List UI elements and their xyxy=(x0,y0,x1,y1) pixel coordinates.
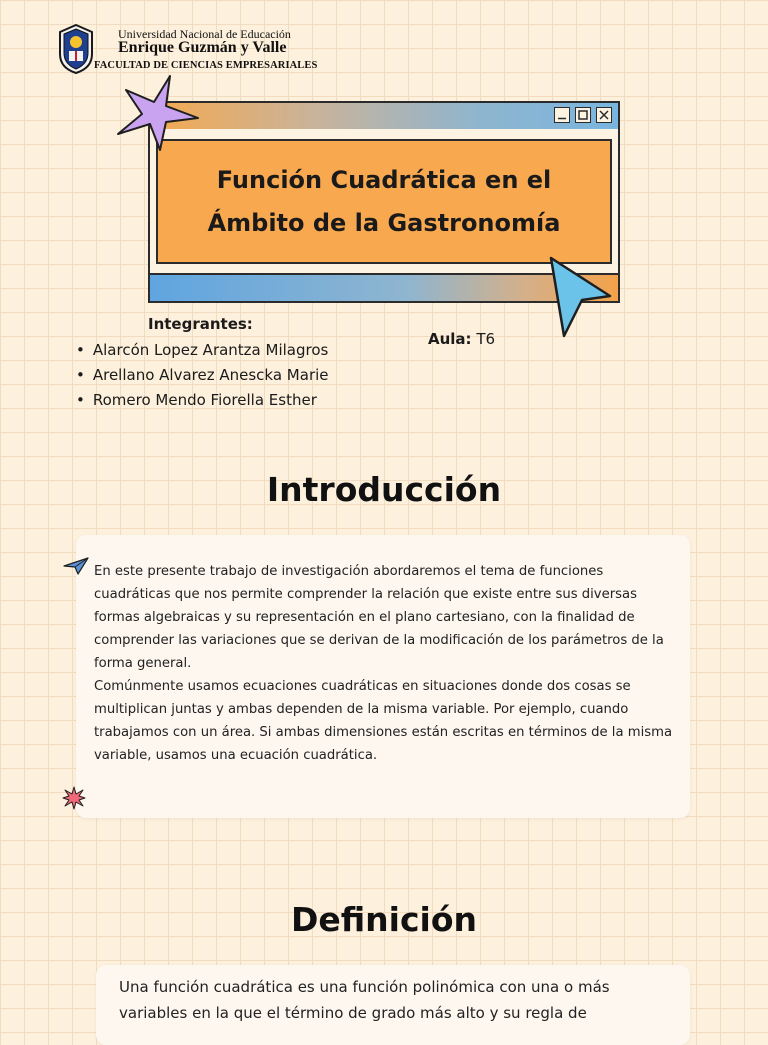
member-item: • Arellano Alvarez Anescka Marie xyxy=(76,364,329,389)
university-line2: Enrique Guzmán y Valle xyxy=(118,39,287,56)
cursor-arrow-icon xyxy=(546,254,616,340)
close-icon xyxy=(596,107,612,123)
members-list xyxy=(76,339,329,414)
faculty-name: FACULTAD DE CIENCIAS EMPRESARIALES xyxy=(94,60,318,71)
aula-label: Aula: xyxy=(428,330,472,348)
definition-text: Una función cuadrática es una función polinómica con una o más variables en la que el término de grado más alto y su regla de xyxy=(119,978,610,1022)
member-item: • Romero Mendo Fiorella Esther xyxy=(76,389,329,414)
minimize-icon xyxy=(554,107,570,123)
member-item: • Alarcón Lopez Arantza Milagros xyxy=(76,339,329,364)
document-title-line2: Ámbito de la Gastronomía xyxy=(207,209,561,237)
university-seal-icon xyxy=(58,24,94,74)
definition-heading: Definición xyxy=(290,900,478,939)
aula-info xyxy=(428,330,495,348)
maximize-icon xyxy=(575,107,591,123)
title-box xyxy=(156,139,612,264)
document-title-line1: Función Cuadrática en el xyxy=(216,166,552,194)
introduction-paragraph-1: En este presente trabajo de investigación abordaremos el tema de funciones cuadráticas que nos permite comprender la relación que existe entre sus diversas formas algebraicas y su representación en el plano cartesiano, con la finalidad de comprender las variaciones que se derivan de la modificación de los parámetros de la forma general. xyxy=(94,564,664,671)
pink-star-icon xyxy=(62,786,86,810)
window-title-bar xyxy=(148,101,620,131)
university-line1: Universidad Nacional de Educación xyxy=(118,27,291,41)
members-label: Integrantes: xyxy=(148,315,253,333)
purple-star-icon xyxy=(114,72,200,154)
aula-value: T6 xyxy=(476,330,496,348)
paper-plane-icon xyxy=(62,556,90,576)
introduction-paragraph-2: Comúnmente usamos ecuaciones cuadráticas en situaciones donde dos cosas se multiplican juntas y ambas dependen de la misma variable. Por ejemplo, cuando trabajamos con un área. Si ambas dimensiones están escritas en términos de la misma variable, usamos una ecuación cuadrática. xyxy=(94,679,673,763)
introduction-heading: Introducción xyxy=(266,470,502,509)
introduction-text xyxy=(94,560,674,767)
